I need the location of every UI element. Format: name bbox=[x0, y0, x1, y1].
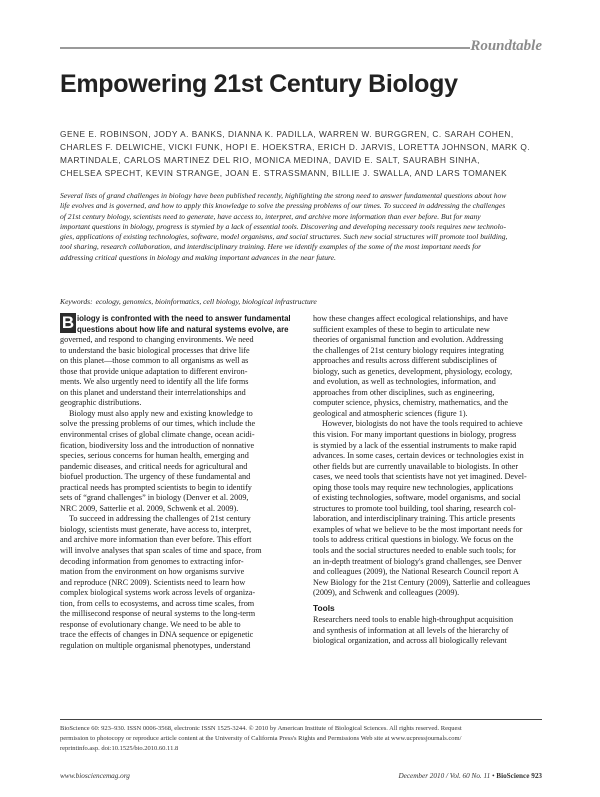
abstract-line: tool sharing, research collaboration, and interdisciplinary training. Here we identify examples of the some of the most important needs for bbox=[60, 242, 482, 252]
footer-issue-date: December 2010 / Vol. 60 No. 11 • bbox=[398, 772, 495, 780]
body-column-right bbox=[313, 314, 543, 647]
footer-journal: BioScience bbox=[496, 772, 530, 780]
lead-line bbox=[60, 325, 290, 336]
article-title: Empowering 21st Century Biology bbox=[60, 70, 458, 98]
body-line: fication, biodiversity loss and the introduction of nonnative bbox=[60, 440, 255, 450]
body-line: biology, scientists must generate, have access to, interpret, bbox=[60, 524, 252, 534]
body-line: geographic distributions. bbox=[60, 398, 142, 408]
footer-page-number: 923 bbox=[531, 772, 542, 780]
body-line: examples of what we believe to be the most important needs for bbox=[313, 524, 523, 534]
author-line: GENE E. ROBINSON, JODY A. BANKS, DIANNA K. PADILLA, WARREN W. BURGGREN, C. SARAH COHEN, bbox=[60, 129, 514, 139]
body-line: and archive more information than ever before. This effort bbox=[60, 535, 252, 545]
body-line: an in-depth treatment of biology's grand challenges, see Denver bbox=[313, 556, 522, 566]
section-rule bbox=[60, 47, 470, 49]
body-line: approaches from other disciplines, such as engineering, bbox=[313, 387, 495, 397]
author-line: MARTINDALE, CARLOS MARTINEZ DEL RIO, MONICA MEDINA, DAVID E. SALT, SAURABH SINHA, bbox=[60, 155, 480, 165]
body-line: approaches and results across different subdisciplines of bbox=[313, 356, 498, 366]
body-line: complex biological systems work across levels of organiza- bbox=[60, 588, 256, 598]
keywords bbox=[60, 297, 542, 307]
abstract-line: important questions in biology, progress is stymied by a lack of essential tools. Discovering and developing necessary tools requires new technolo- bbox=[60, 221, 507, 231]
body-line: New Biology for the 21st Century (2009), Satterlie and colleagues bbox=[313, 577, 531, 587]
body-line: laboration, and interdisciplinary training. This article presents bbox=[313, 514, 516, 524]
dropcap: B bbox=[61, 313, 75, 332]
body-line: and evolution, as well as technologies, information, and bbox=[313, 377, 496, 387]
body-line: theories of organismal function and evolution. Addressing bbox=[313, 335, 504, 345]
body-line: solve the pressing problems of our times, which include the bbox=[60, 419, 256, 429]
body-line: on this planet and understand their interrelationships and bbox=[60, 387, 246, 397]
abstract-line: of 21st century biology, scientists need to generate, have access to, interpret, and archive more information than ever before. But for many bbox=[60, 211, 481, 221]
body-line: decoding information from genomes to extracting infor- bbox=[60, 556, 244, 566]
lead-bold-text: iology is confronted with the need to answer fundamental bbox=[77, 314, 291, 323]
publication-footnote bbox=[60, 724, 542, 754]
footnote-line: permission to photocopy or reproduce article content at the University of California Press's Rights and Permissions Web site at www.ucpressjournals.com/ bbox=[60, 735, 462, 742]
section-header bbox=[60, 40, 542, 56]
body-line: will involve analyses that span scales of time and space, from bbox=[60, 546, 262, 556]
body-line: other fields but are currently unavailable to biologists. In other bbox=[313, 461, 519, 471]
footnote-rule bbox=[60, 719, 542, 720]
body-line: to understand the basic biological processes that drive life bbox=[60, 345, 250, 355]
keywords-text: ecology, genomics, bioinformatics, cell biology, biological infrastructure bbox=[95, 297, 317, 306]
body-line: regulation on multiple organismal phenotypes, understand bbox=[60, 640, 251, 650]
body-column-left bbox=[60, 314, 290, 652]
body-line: (2009), and Schwenk and colleagues (2009). bbox=[313, 588, 460, 598]
body-line: sets of “grand challenges” in biology (Denver et al. 2009, bbox=[60, 493, 249, 503]
abstract-line: addressing critical questions in biology and making important advances in the near future. bbox=[60, 252, 336, 262]
body-line: sufficient examples of these to begin to articulate new bbox=[313, 324, 490, 334]
body-line: is stymied by a lack of the essential instruments to make rapid bbox=[313, 440, 517, 450]
body-line: NRC 2009, Satterlie et al. 2009, Schwenk et al. 2009). bbox=[60, 503, 239, 513]
body-line: the challenges of 21st century biology requires integrating bbox=[313, 345, 504, 355]
body-line: Biology must also apply new and existing knowledge to bbox=[69, 408, 253, 418]
body-line: trace the effects of changes in DNA sequence or epigenetic bbox=[60, 630, 254, 640]
section-heading-tools: Tools bbox=[313, 602, 335, 613]
footnote-line: reprintinfo.asp. doi:10.1525/bio.2010.60.11.8 bbox=[60, 745, 179, 752]
body-line: practical needs has prompted scientists to begin to identify bbox=[60, 482, 252, 492]
body-line: tools to address critical questions in biology. We focus on the bbox=[313, 535, 514, 545]
footer-website: www.biosciencemag.org bbox=[60, 772, 130, 780]
body-line: how these changes affect ecological relationships, and have bbox=[313, 314, 508, 323]
body-line: species, serious concerns for human health, emerging and bbox=[60, 451, 249, 461]
keywords-label: Keywords: bbox=[60, 297, 93, 306]
author-line: CHARLES F. DELWICHE, VICKI FUNK, HOPI E. HOEKSTRA, ERICH D. JARVIS, LORETTA JOHNSON, MARK Q. bbox=[60, 142, 531, 152]
body-line: mation from the environment on how organisms survive bbox=[60, 567, 245, 577]
body-line: tion, from cells to ecosystems, and across time scales, from bbox=[60, 598, 255, 608]
body-line: biological organization, and across all biologically relevant bbox=[313, 636, 507, 646]
body-line: To succeed in addressing the challenges of 21st century bbox=[69, 514, 251, 524]
body-line: of existing technologies, software, model organisms, and social bbox=[313, 493, 521, 503]
body-line: ments. We also urgently need to identify all the life forms bbox=[60, 377, 249, 387]
author-line: CHELSEA SPECHT, KEVIN STRANGE, JOAN E. STRASSMANN, BILLIE J. SWALLA, AND LARS TOMANEK bbox=[60, 168, 508, 178]
author-list bbox=[60, 128, 542, 180]
body-line: the millisecond response of neural systems to the long-term bbox=[60, 609, 256, 619]
body-line: response of evolutionary change. We need to be able to bbox=[60, 619, 241, 629]
abstract-line: Several lists of grand challenges in biology have been published recently, highlighting the strong need to answer fundamental questions about how bbox=[60, 191, 507, 200]
body-line: those that provide unique adaptation to different environ- bbox=[60, 366, 248, 376]
body-line: biofuel production. The urgency of these fundamental and bbox=[60, 472, 251, 482]
footnote-line: BioScience 60: 923–930. ISSN 0006-3568, electronic ISSN 1525-3244. © 2010 by American Institute of Biological Sciences. All rights reserved. Request bbox=[60, 725, 462, 732]
body-line: cases, we need tools that scientists have not yet imagined. Devel- bbox=[313, 472, 527, 482]
lead-bold-text: questions about how life and natural systems evolve, are bbox=[77, 324, 289, 334]
body-line: and colleagues (2009), the National Research Council report A bbox=[313, 567, 519, 577]
body-line: on this planet—those common to all organisms as well as bbox=[60, 356, 249, 366]
abstract-line: life evolves and is governed, and how to apply this knowledge to solve the pressing problems of our times. To succeed in addressing the challenges bbox=[60, 201, 506, 211]
body-line: oping those tools may require new technologies, applications bbox=[313, 482, 514, 492]
body-line: advances. In some cases, certain devices or technologies exist in bbox=[313, 451, 524, 461]
body-line: and reproduce (NRC 2009). Scientists need to learn how bbox=[60, 577, 246, 587]
body-line: Researchers need tools to enable high-throughput acquisition bbox=[313, 615, 514, 625]
body-line: pandemic diseases, and critical needs for agricultural and bbox=[60, 461, 248, 471]
body-line: this vision. For many important questions in biology, progress bbox=[313, 430, 517, 440]
body-line: biology, such as genetics, development, physiology, ecology, bbox=[313, 366, 513, 376]
body-line: structures to promote tool building, tool sharing, research col- bbox=[313, 503, 516, 513]
body-line: geological and atmospheric sciences (figure 1). bbox=[313, 408, 468, 418]
footer-issue bbox=[398, 772, 542, 780]
body-line: computer science, physics, chemistry, mathematics, and the bbox=[313, 398, 508, 408]
body-line: environmental crises of global climate change, ocean acidi- bbox=[60, 430, 255, 440]
body-line: governed, and respond to changing environments. We need bbox=[60, 335, 254, 345]
body-line: tools and the social structures needed to enable such tools; for bbox=[313, 546, 516, 556]
body-line: However, biologists do not have the tools required to achieve bbox=[322, 419, 523, 429]
abstract-line: gies, applications of existing technologies, software, model organisms, and social structures. Such new social structures will promote tool building, bbox=[60, 232, 508, 242]
abstract bbox=[60, 191, 542, 263]
section-label: Roundtable bbox=[470, 38, 542, 54]
body-line: and synthesis of information at all levels of the hierarchy of bbox=[313, 625, 509, 635]
